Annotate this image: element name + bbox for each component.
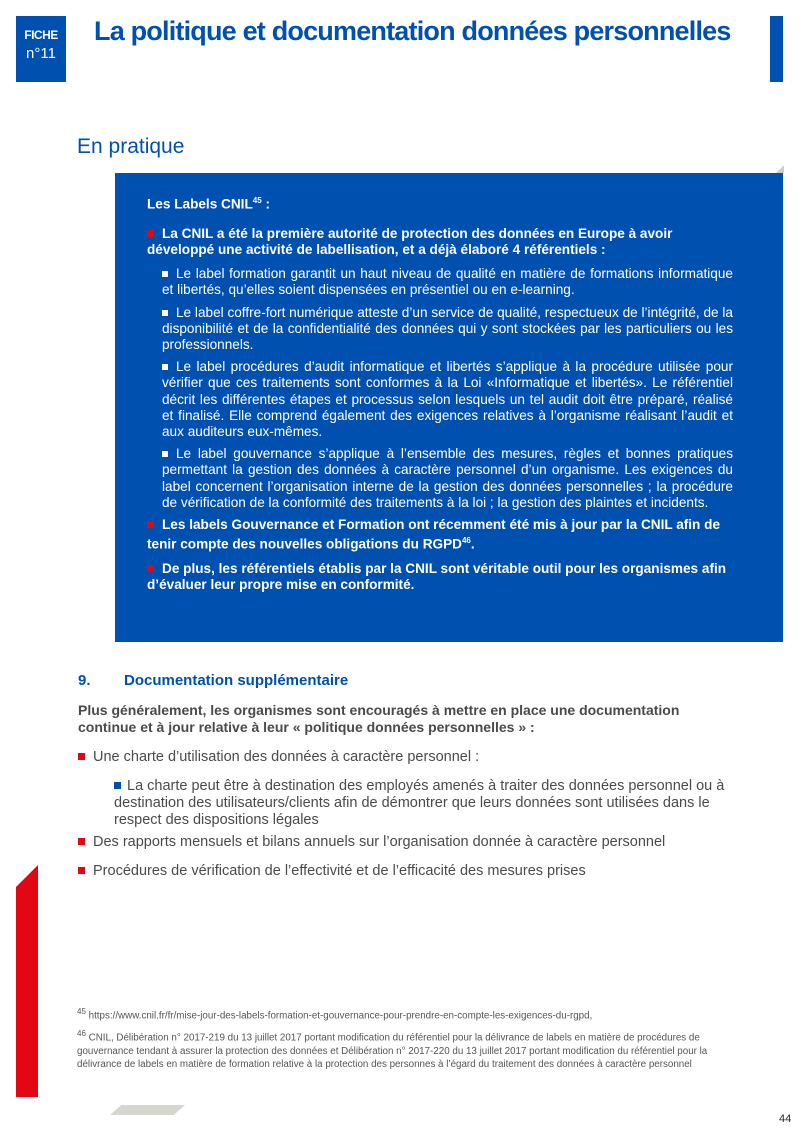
- footnote-ref: 45: [252, 196, 262, 205]
- decorative-red-bar: [16, 865, 38, 1097]
- box-sub-bullet: [162, 359, 733, 440]
- bullet-text: Les labels Gouvernance et Formation ont récemment été mis à jour par la CNIL afin de tenir compte des nouvelles obligations du RGPD: [147, 516, 721, 552]
- list-item-text: Une charte d’utilisation des données à caractère personnel :: [93, 749, 480, 765]
- box-heading-suffix: :: [261, 196, 270, 212]
- fiche-number: n°11: [26, 45, 56, 62]
- heading-text: Documentation supplémentaire: [124, 672, 349, 689]
- box-heading: [147, 193, 733, 213]
- list-sub-item-text: La charte peut être à destination des employés amenés à traiter des données personnel ou à destination des utilisateurs/clients afin de démontrer que leurs données sont utilisées dans le respect des dispositions légales: [114, 778, 725, 828]
- footnotes: [77, 1005, 727, 1076]
- heading-number: 9.: [78, 672, 91, 689]
- sub-bullet-text: Le label formation garantit un haut niveau de qualité en matière de formations informatique et libertés, qu’elles soient dispensées en présentiel ou en e-learning.: [162, 266, 733, 298]
- list-sub-item: [114, 778, 736, 829]
- bullet-icon: [147, 230, 154, 237]
- doc-intro: Plus généralement, les organismes sont encouragés à mettre en place une documentation continue et à jour relative à leur « politique données personnelles » :: [78, 702, 680, 735]
- sub-bullet-text: Le label procédures d’audit informatique et libertés s’applique à la procédure utilisée pour vérifier que ces traitements sont conformes à la Loi «Informatique et libertés». Le référentiel décrit les différentes étapes et processus selon lesquels un tel audit doit être préparé, réalisé et finalisé. Elle comprend également des exigences relatives à l’organisme réalisant l’audit et aux auditeurs eux-mêmes.: [162, 359, 733, 439]
- footnote-number: 46: [77, 1028, 86, 1038]
- footnote: [77, 1005, 727, 1023]
- footnote: [77, 1027, 727, 1072]
- list-item-text: Des rapports mensuels et bilans annuels sur l’organisation donnée à caractère personnel: [93, 834, 666, 850]
- footnote-text: CNIL, Délibération n° 2017-219 du 13 juillet 2017 portant modification du référentiel pour la délivrance de labels en matière de procédures de gouvernance tendant à assurer la protection des données et Délibération n° 2017-220 du 13 juillet 2017 portant modification du référentiel pour la délivrance de labels en matière de formation relative à la protection des personnes à l’égard du traitement des données à caractère personnel: [77, 1032, 708, 1071]
- bullet-suffix: .: [470, 536, 475, 552]
- list-item: [78, 863, 586, 880]
- box-sub-bullet: [162, 305, 733, 354]
- box-bullet: [147, 517, 733, 553]
- footnote-ref: 46: [461, 536, 471, 546]
- labels-box: [115, 173, 783, 642]
- bullet-icon: [162, 451, 168, 457]
- footnote-number: 45: [77, 1007, 86, 1016]
- list-item-text: Procédures de vérification de l’effectivité et de l’efficacité des mesures prises: [93, 863, 586, 879]
- footnote-text: https://www.cnil.fr/fr/mise-jour-des-labels-formation-et-gouvernance-pour-prendre-en-compte-les-exigences-du-rgpd,: [88, 1010, 593, 1022]
- bullet-icon: [78, 838, 85, 845]
- page-number: 44: [779, 1113, 792, 1125]
- sub-bullet-text: Le label gouvernance s’applique à l’ensemble des mesures, règles et bonnes pratiques permettant la gestion des données à caractère personnel d’un organisme. Les exigences du label concernent l’organisation interne de la gestion des données personnelles ; la procédure de vérification de la conformité des traitements à la loi ; la gestion des plaintes et incidents.: [162, 446, 733, 510]
- bullet-text: La CNIL a été la première autorité de protection des données en Europe à avoir développé une activité de labellisation, et a déjà élaboré 4 référentiels :: [147, 225, 673, 257]
- bullet-icon: [162, 310, 168, 316]
- doc-heading: [78, 672, 348, 689]
- decorative-grey-shape: [110, 1105, 185, 1115]
- page-title: La politique et documentation données personnelles: [94, 16, 731, 46]
- bullet-icon: [78, 867, 85, 874]
- bullet-icon: [147, 521, 154, 528]
- box-corner: [776, 165, 784, 173]
- box-bullet: [147, 226, 733, 258]
- bullet-icon: [78, 753, 85, 760]
- box-heading-text: Les Labels CNIL: [147, 196, 253, 212]
- section-title: En pratique: [77, 135, 185, 158]
- box-bullet: [147, 561, 733, 593]
- fiche-badge: [16, 16, 66, 82]
- sub-bullet-text: Le label coffre-fort numérique atteste d’un service de qualité, respectueux de l’intégrité, de la disponibilité et de la confidentialité des données qui y sont stockées par les particuliers ou les professionnels.: [162, 304, 733, 352]
- bullet-icon: [162, 364, 168, 370]
- bullet-icon: [114, 782, 121, 789]
- box-sub-bullet: [162, 446, 733, 511]
- list-item: [78, 834, 665, 851]
- box-sub-bullet: [162, 266, 733, 298]
- bullet-icon: [147, 565, 154, 572]
- list-item: [78, 749, 479, 766]
- fiche-label: FICHE: [24, 28, 58, 42]
- bullet-text: De plus, les référentiels établis par la CNIL sont véritable outil pour les organismes afin d’évaluer leur propre mise en conformité.: [147, 560, 727, 593]
- decorative-bar: [770, 16, 783, 82]
- bullet-icon: [162, 271, 168, 277]
